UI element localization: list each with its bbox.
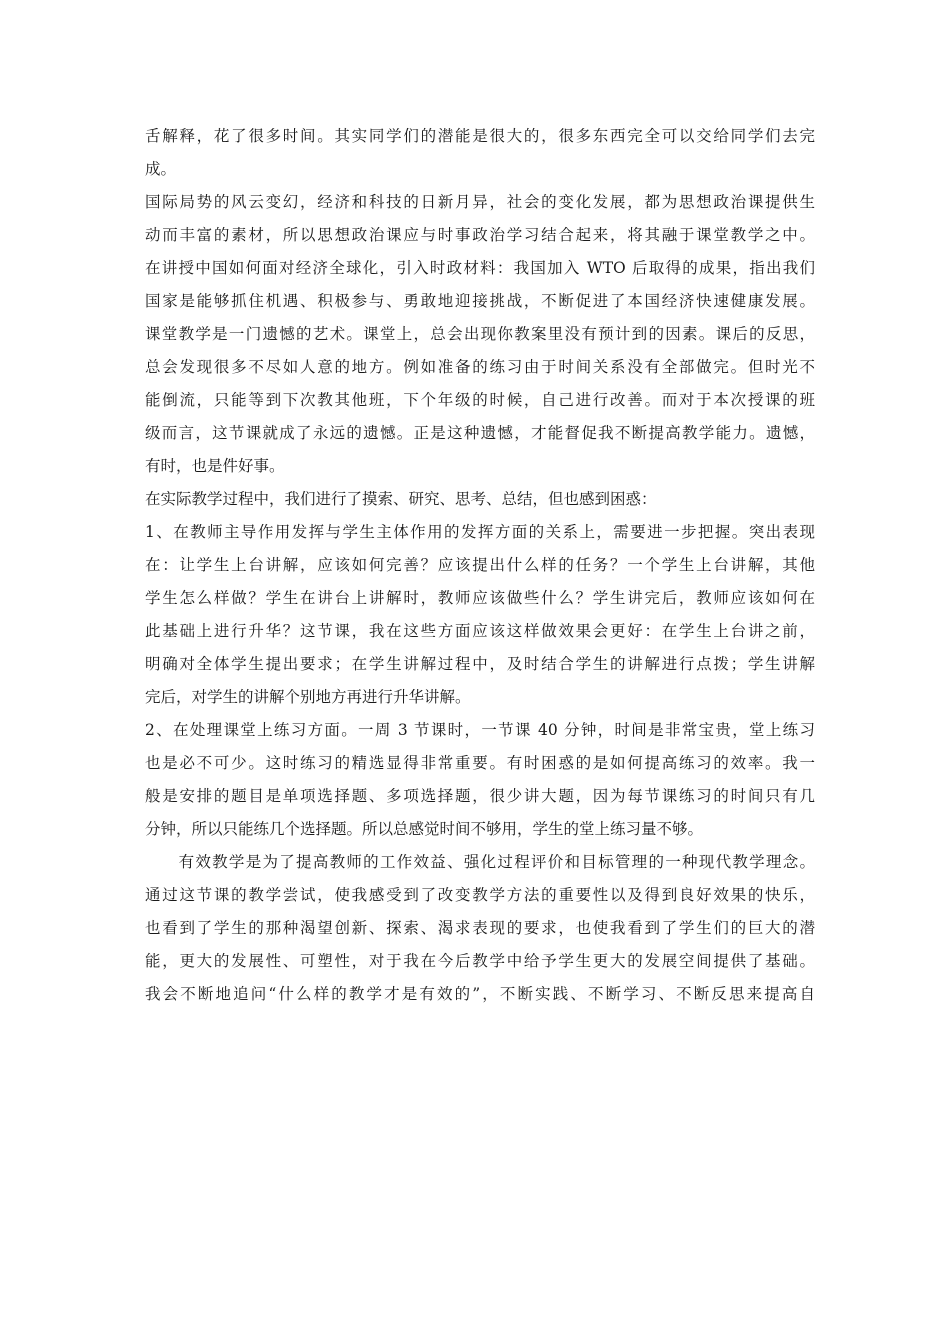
text-line: 总会发现很多不尽如人意的地方。例如准备的练习由于时间关系没有全部做完。但时光不 [145, 358, 815, 376]
text-line: 在讲授中国如何面对经济全球化，引入时政材料：我国加入 WTO 后取得的成果，指出我们 [145, 259, 815, 277]
text-line: 2、在处理课堂上练习方面。一周 3 节课时，一节课 40 分钟，时间是非常宝贵，堂上练习 [145, 721, 815, 739]
text-line: 国家是能够抓住机遇、积极参与、勇敢地迎接挑战，不断促进了本国经济快速健康发展。 [145, 292, 815, 310]
text-line: 完后，对学生的讲解个别地方再进行升华讲解。 [145, 688, 471, 706]
text-line: 舌解释，花了很多时间。其实同学们的潜能是很大的，很多东西完全可以交给同学们去完 [145, 127, 815, 145]
text-line: 在：让学生上台讲解，应该如何完善？应该提出什么样的任务？一个学生上台讲解，其他 [145, 556, 815, 574]
text-line: 级而言，这节课就成了永远的遗憾。正是这种遗憾，才能督促我不断提高教学能力。遗憾， [145, 424, 815, 442]
text-line: 动而丰富的素材，所以思想政治课应与时事政治学习结合起来，将其融于课堂教学之中。 [145, 226, 815, 244]
text-line: 般是安排的题目是单项选择题、多项选择题，很少讲大题，因为每节课练习的时间只有几 [145, 787, 815, 805]
text-line: 成。 [145, 160, 177, 178]
text-line: 有效教学是为了提高教师的工作效益、强化过程评价和目标管理的一种现代教学理念。 [145, 853, 815, 871]
document-body [145, 120, 815, 1011]
text-line: 也看到了学生的那种渴望创新、探索、渴求表现的要求，也使我看到了学生们的巨大的潜 [145, 919, 815, 937]
text-line: 在实际教学过程中，我们进行了摸索、研究、思考、总结，但也感到困惑： [145, 490, 657, 508]
text-line: 1、在教师主导作用发挥与学生主体作用的发挥方面的关系上，需要进一步把握。突出表现 [145, 523, 815, 541]
text-line: 分钟，所以只能练几个选择题。所以总感觉时间不够用，学生的堂上练习量不够。 [145, 820, 704, 838]
text-line: 也是必不可少。这时练习的精选显得非常重要。有时困惑的是如何提高练习的效率。我一 [145, 754, 815, 772]
text-line: 有时，也是件好事。 [145, 457, 285, 475]
text-line: 此基础上进行升华？这节课，我在这些方面应该这样做效果会更好：在学生上台讲之前， [145, 622, 815, 640]
text-line: 通过这节课的教学尝试，使我感受到了改变教学方法的重要性以及得到良好效果的快乐， [145, 886, 815, 904]
text-line: 能倒流，只能等到下次教其他班，下个年级的时候，自己进行改善。而对于本次授课的班 [145, 391, 815, 409]
text-line: 能，更大的发展性、可塑性，对于我在今后教学中给予学生更大的发展空间提供了基础。 [145, 952, 815, 970]
text-line: 明确对全体学生提出要求；在学生讲解过程中，及时结合学生的讲解进行点拨；学生讲解 [145, 655, 815, 673]
text-line: 国际局势的风云变幻，经济和科技的日新月异，社会的变化发展，都为思想政治课提供生 [145, 193, 815, 211]
text-line: 我会不断地追问“什么样的教学才是有效的”，不断实践、不断学习、不断反思来提高自 [145, 985, 815, 1003]
text-line: 学生怎么样做？学生在讲台上讲解时，教师应该做些什么？学生讲完后，教师应该如何在 [145, 589, 815, 607]
text-line: 课堂教学是一门遗憾的艺术。课堂上，总会出现你教案里没有预计到的因素。课后的反思， [145, 325, 815, 343]
